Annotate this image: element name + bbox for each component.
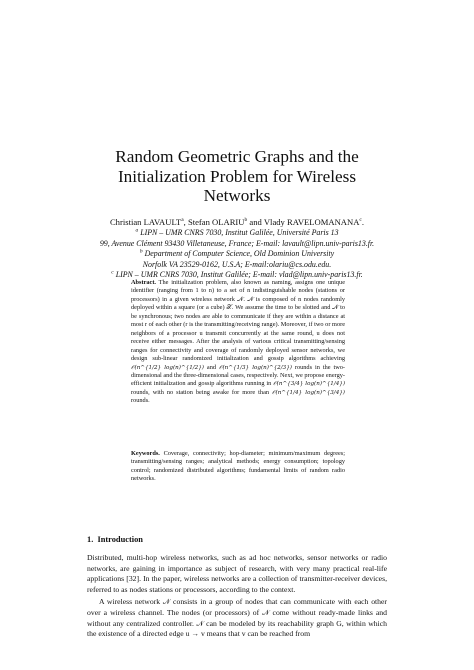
abstract-text: rounds, with no station being awake for more than — [131, 388, 270, 396]
author-superscript: a — [181, 217, 184, 224]
affiliation-text: LIPN – UMR CNRS 7030, Institut Galilée, Université Paris 13 — [140, 228, 339, 237]
complexity-formula: 𝒪(n^{1/2} log(n)^{1/2}) — [131, 364, 204, 371]
title-line: Networks — [203, 186, 271, 205]
author-conjunction: and — [249, 217, 262, 227]
title-line: Random Geometric Graphs and the — [115, 147, 359, 166]
author-superscript: c — [359, 217, 362, 224]
affiliation-text: Department of Computer Science, Old Dominion University — [144, 249, 335, 259]
abstract-text: The initialization problem, also known as naming, assigns one unique identifier (ranging from 1 to n) to a set of n indistinguishable nodes (stations or processors) in a given wireless network 𝒩. 𝒩 is composed of n nodes randomly deployed within a square (or a cube) 𝒳. We assume the time to be slotted and 𝒩 to be synchronous; two nodes are able to communicate if they are within a distance at most r of each other (r is the transmitting/receiving range). Moreover, if two or more neighbors of a processor u transmit concurrently at the same round, u does not receive either messages. After the analysis of various critical transmitting/sensing ranges for connectivity and coverage of randomly deployed sensor networks, we design sub-linear randomized initialization and gossip algorithms achieving — [131, 279, 345, 363]
body-text — [87, 553, 387, 640]
abstract-text: rounds in the two-dimensional and the three-dimensional cases, respectively. Next, we propose energy-efficient initialization and gossip algorithms running in — [131, 363, 346, 388]
abstract-text: and — [206, 363, 217, 371]
complexity-formula: 𝒪(n^{1/4} log(n)^{3/4}) — [272, 389, 345, 396]
keywords — [131, 450, 345, 484]
author-name: Vlady RAVELOMANANA — [263, 217, 360, 227]
affiliation-superscript: c — [111, 269, 114, 276]
abstract-text: rounds. — [131, 397, 150, 405]
author-name: Stefan OLARIU — [187, 217, 245, 227]
author-name: Christian LAVAULT — [109, 217, 182, 227]
complexity-formula: 𝒪(n^{3/4} log(n)^{1/4}) — [273, 381, 346, 388]
affiliation-line — [28, 239, 446, 250]
body-paragraph: A wireless network 𝒩 consists in a group of nodes that can communicate with each other over a wireless channel. The nodes (or processors) of 𝒩 come without ready-made links and without any centralized controller. 𝒩 can be modeled by its reachability graph G, within which the existence of a directed edge u → v means that v can be reached from — [87, 597, 387, 639]
abstract — [131, 279, 345, 406]
section-number: 1. — [87, 535, 94, 544]
keywords-text: Coverage, connectivity; hop-diameter; minimum/maximum degrees; transmitting/sensing ranges; analytical methods; energy consumption; topology control; randomized distributed algorithms; fundamental limits of random radio networks. — [131, 450, 345, 483]
paper-title — [60, 147, 414, 206]
abstract-label: Abstract. — [131, 279, 157, 286]
complexity-formula: 𝒪(n^{1/3} log(n)^{2/3}) — [218, 364, 292, 371]
section-title: Introduction — [97, 535, 143, 544]
body-paragraph: Distributed, multi-hop wireless networks, such as ad hoc networks, sensor networks or radio networks, are gaining in importance as subject of research, with very many practical real-life applications [32]. In the paper, wireless networks are a collection of transmitter-receiver devices, referred to as nodes stations or processors, according to the context. — [87, 553, 387, 594]
affiliations — [28, 228, 446, 281]
author-list: Christian LAVAULT$^a$, Stefan OLARIU$^b$ and Vlady RAVELOMANANA$^c$. — [109, 217, 365, 227]
affiliation-superscript: b — [139, 248, 143, 255]
affiliation-superscript: a — [135, 227, 139, 234]
affiliation-text: LIPN – UMR CNRS 7030, Institut Galilée; E-mail: vlad@lipn.univ-paris13.fr. — [115, 270, 363, 280]
author-superscript: b — [244, 217, 248, 224]
section-heading — [87, 535, 143, 544]
keywords-label: Keywords. — [131, 450, 160, 457]
affiliation-line — [28, 228, 446, 239]
affiliation-line — [28, 260, 446, 271]
affiliation-text: 99, Avenue Clément 93430 Villetaneuse, France; E-mail: lavault@lipn.univ-paris13.fr. — [99, 238, 375, 248]
title-line: Initialization Problem for Wireless — [117, 166, 357, 186]
affiliation-line — [28, 249, 446, 260]
affiliation-text: Norfolk VA 23529-0162, U.S.A; E-mail:olariu@cs.odu.edu. — [142, 259, 332, 269]
abstract-paragraph — [131, 279, 345, 406]
